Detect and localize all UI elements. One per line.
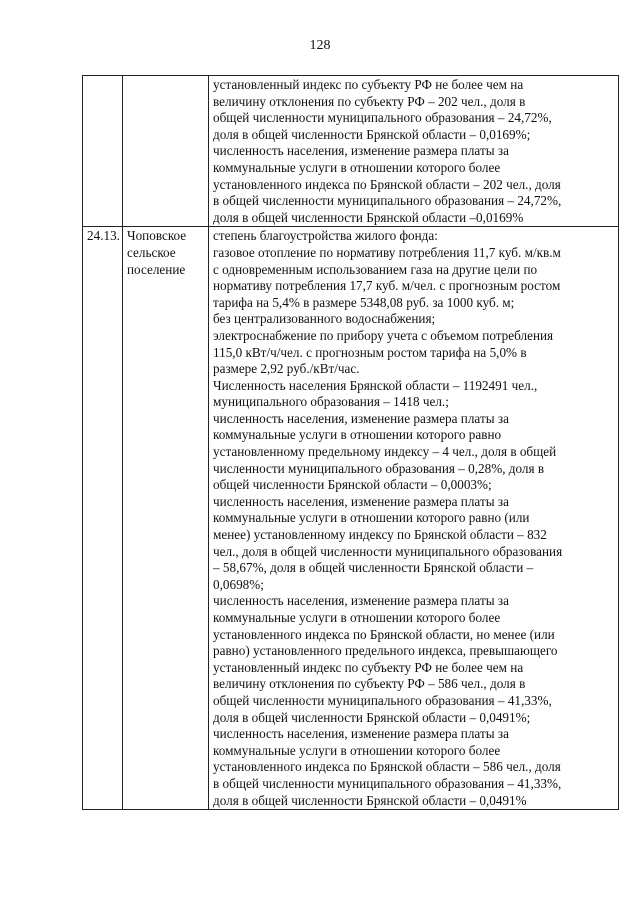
description-line: коммунальные услуги в отношении которого равно (или	[213, 510, 530, 526]
data-table	[82, 75, 619, 810]
description-line: численность населения, изменение размера платы за	[213, 726, 509, 742]
description-line: доля в общей численности Брянской области – 0,0491%	[213, 792, 527, 808]
description-line: – 58,67%, доля в общей численности Брянской области –	[213, 560, 534, 576]
description-line: доля в общей численности Брянской области –0,0169%	[213, 209, 524, 225]
description-line: газовое отопление по нормативу потребления 11,7 куб. м/кв.м	[213, 244, 561, 260]
description-line: в общей численности муниципального образования – 24,72%,	[213, 193, 562, 209]
description-line: 0,0698%;	[213, 576, 264, 592]
description-line: равно) установленного предельного индекса, превышающего	[213, 643, 558, 659]
description-line: установленного индекса по Брянской области – 586 чел., доля	[213, 759, 561, 775]
description-line: Численность населения Брянской области – 1192491 чел.,	[213, 377, 538, 393]
description-line: коммунальные услуги в отношении которого равно	[213, 427, 502, 443]
description-line: 115,0 кВт/ч/чел. с прогнозным ростом тарифа на 5,0% в	[213, 344, 527, 360]
description-line: величину отклонения по субъекту РФ – 586 чел., доля в	[213, 676, 526, 692]
description-line: тарифа на 5,4% в размере 5348,08 руб. за 1000 куб. м;	[213, 294, 515, 310]
description-line: общей численности муниципального образования – 24,72%,	[213, 110, 552, 126]
description-line: чел., доля в общей численности муниципального образования	[213, 543, 563, 559]
table-row	[83, 76, 619, 227]
description-line: без централизованного водоснабжения;	[213, 311, 436, 327]
settlement-name-line: сельское	[127, 244, 176, 260]
description-line: доля в общей численности Брянской области – 0,0169%;	[213, 126, 531, 142]
description-line: численность населения, изменение размера платы за	[213, 493, 509, 509]
description-line: менее) установленному индексу по Брянской области – 832	[213, 527, 547, 543]
row-number-cell	[83, 227, 123, 810]
description-line: общей численности муниципального образования – 41,33%,	[213, 692, 552, 708]
page-number: 128	[309, 38, 331, 53]
description-line: установленному предельному индексу – 4 чел., доля в общей	[213, 444, 557, 460]
description-line: установленного индекса по Брянской области, но менее (или	[213, 626, 555, 642]
description-line: установленный индекс по субъекту РФ не более чем на	[213, 77, 524, 92]
description-cell	[209, 227, 619, 810]
description-line: размере 2,92 руб./кВт/час.	[213, 361, 360, 377]
description-line: численность населения, изменение размера платы за	[213, 143, 509, 159]
description-line: величину отклонения по субъекту РФ – 202 чел., доля в	[213, 93, 526, 109]
row-number: 24.13.	[87, 228, 120, 244]
description-line: доля в общей численности Брянской области – 0,0491%;	[213, 709, 531, 725]
description-line: в общей численности муниципального образования – 41,33%,	[213, 775, 562, 791]
settlement-name-cell	[123, 76, 209, 227]
description-line: численность населения, изменение размера платы за	[213, 593, 509, 609]
description-line: коммунальные услуги в отношении которого более	[213, 159, 501, 175]
description-line: установленного индекса по Брянской области – 202 чел., доля	[213, 176, 561, 192]
description-line: численность населения, изменение размера платы за	[213, 410, 509, 426]
settlement-name-line: Чоповское	[127, 228, 187, 244]
description-line: установленный индекс по субъекту РФ не более чем на	[213, 659, 524, 675]
description-line: с одновременным использованием газа на другие цели по	[213, 261, 538, 277]
description-line: общей численности Брянской области – 0,0003%;	[213, 477, 492, 493]
settlement-name-cell	[123, 227, 209, 810]
description-line: численности муниципального образования – 0,28%, доля в	[213, 460, 545, 476]
table-row	[83, 227, 619, 810]
description-line: нормативу потребления 17,7 куб. м/чел. с прогнозным ростом	[213, 278, 561, 294]
description-line: коммунальные услуги в отношении которого более	[213, 610, 501, 625]
row-number-cell	[83, 76, 123, 227]
description-line: коммунальные услуги в отношении которого более	[213, 742, 501, 758]
description-line: муниципального образования – 1418 чел.;	[213, 394, 449, 410]
description-line: степень благоустройства жилого фонда:	[213, 228, 438, 244]
description-line: электроснабжение по прибору учета с объемом потребления	[213, 327, 554, 343]
table-body	[83, 76, 619, 810]
settlement-name-line: поселение	[127, 261, 186, 277]
description-cell	[209, 76, 619, 227]
